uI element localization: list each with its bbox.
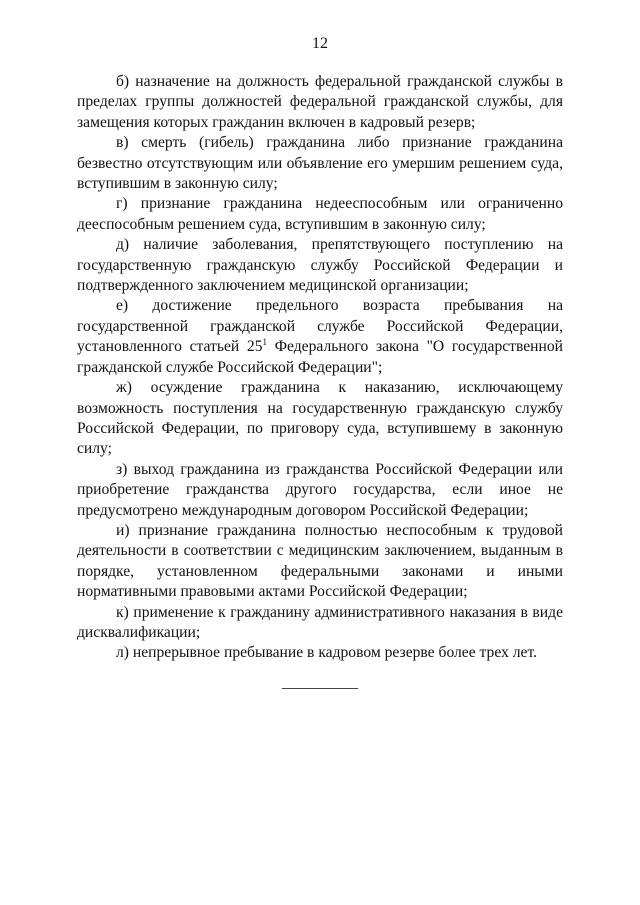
paragraph-e-text-continued: Федерального закона "О государственной гражданской службе Российской Федерации";	[77, 338, 564, 376]
end-of-document-rule	[282, 688, 358, 689]
paragraph-l: л) непрерывное пребывание в кадровом резерве более трех лет.	[116, 644, 538, 662]
document-body	[77, 72, 563, 664]
paragraph-g: г) признание гражданина недееспособным или ограниченно дееспособным решением суда, вступившим в законную силу;	[77, 195, 563, 233]
paragraph-zh: ж) осуждение гражданина к наказанию, исключающему возможность поступления на государственную гражданскую службу Российской Федерации, по приговору суда, вступившему в законную силу;	[77, 379, 563, 458]
paragraph-z: з) выход гражданина из гражданства Российской Федерации или приобретение гражданства другого государства, если иное не предусмотрено международным договором Российской Федерации;	[77, 460, 563, 519]
paragraph-e	[77, 296, 563, 378]
paragraph-i: и) признание гражданина полностью неспособным к трудовой деятельности в соответствии с медицинским заключением, выданным в порядке, установленном федеральными законами и иными нормативными правовыми актами Российской Федерации;	[77, 521, 563, 601]
paragraph-e-superscript: 1	[262, 337, 268, 348]
paragraph-k: к) применение к гражданину административного наказания в виде дисквалификации;	[77, 603, 563, 641]
page-number: 12	[312, 35, 328, 52]
paragraph-v: в) смерть (гибель) гражданина либо признание гражданина безвестно отсутствующим или объявление его умершим решением суда, вступившим в законную силу;	[77, 134, 563, 193]
paragraph-e-text: е) достижение предельного возраста пребывания на государственной гражданской службе Российской Федерации, установленного статьей 25	[77, 297, 563, 356]
paragraph-d: д) наличие заболевания, препятствующего поступлению на государственную гражданскую службу Российской Федерации и подтвержденного заключением медицинской организации;	[77, 236, 563, 295]
paragraph-b: б) назначение на должность федеральной гражданской службы в пределах группы должностей федеральной гражданской службы, для замещения которых гражданин включен в кадровый резерв;	[77, 73, 563, 131]
